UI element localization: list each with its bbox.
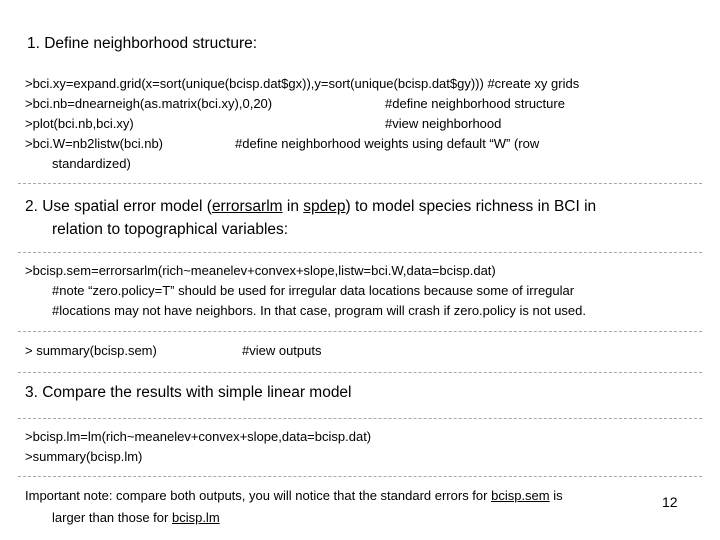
comment-view-neighborhood: #view neighborhood bbox=[385, 116, 502, 131]
note-text: is bbox=[549, 488, 563, 503]
code-line-summary-sem: > summary(bcisp.sem) bbox=[25, 343, 157, 358]
section-1-heading: 1. Define neighborhood structure: bbox=[27, 35, 258, 52]
divider bbox=[18, 331, 702, 332]
section-2-heading-continued: relation to topographical variables: bbox=[52, 221, 289, 238]
code-line-lm: >bcisp.lm=lm(rich~meanelev+convex+slope,data=bcisp.dat) bbox=[25, 429, 372, 444]
section-2-heading bbox=[25, 198, 596, 216]
important-note-line-2 bbox=[52, 510, 220, 525]
comment-standardized: standardized) bbox=[52, 156, 131, 171]
code-line-dnearneigh: >bci.nb=dnearneigh(as.matrix(bci.xy),0,20) bbox=[25, 96, 273, 111]
bcisp-sem-ref: bcisp.sem bbox=[491, 488, 550, 503]
heading-text: in bbox=[282, 198, 304, 215]
important-note-line-1 bbox=[25, 488, 563, 503]
divider bbox=[18, 183, 702, 184]
code-line-summary-lm: >summary(bcisp.lm) bbox=[25, 449, 143, 464]
comment-locations: #locations may not have neighbors. In that case, program will crash if zero.policy is not used. bbox=[52, 303, 586, 318]
page-number: 12 bbox=[662, 494, 678, 510]
code-line-errorsarlm: >bcisp.sem=errorsarlm(rich~meanelev+convex+slope,listw=bci.W,data=bcisp.dat) bbox=[25, 263, 496, 278]
section-3-heading: 3. Compare the results with simple linear model bbox=[25, 384, 352, 401]
heading-text: 2. Use spatial error model ( bbox=[25, 198, 212, 215]
note-text: Important note: compare both outputs, you will notice that the standard errors for bbox=[25, 488, 492, 503]
bcisp-lm-ref: bcisp.lm bbox=[171, 510, 220, 525]
code-line-nb2listw: >bci.W=nb2listw(bci.nb) bbox=[25, 136, 163, 151]
code-line-expand-grid: >bci.xy=expand.grid(x=sort(unique(bcisp.dat$gx)),y=sort(unique(bcisp.dat$gy))) #create xy grids bbox=[25, 76, 580, 91]
comment-define-neighborhood: #define neighborhood structure bbox=[385, 96, 565, 111]
code-line-plot: >plot(bci.nb,bci.xy) bbox=[25, 116, 134, 131]
divider bbox=[18, 418, 702, 419]
note-text: larger than those for bbox=[52, 510, 172, 525]
heading-text: ) to model species richness in BCI in bbox=[345, 198, 597, 215]
errorsarlm-link[interactable]: errorsarlm bbox=[211, 198, 283, 215]
divider bbox=[18, 252, 702, 253]
comment-view-outputs: #view outputs bbox=[242, 343, 322, 358]
spdep-link[interactable]: spdep bbox=[303, 198, 346, 215]
divider bbox=[18, 476, 702, 477]
divider bbox=[18, 372, 702, 373]
comment-zero-policy: #note “zero.policy=T” should be used for irregular data locations because some of irregular bbox=[52, 283, 575, 298]
comment-define-weights: #define neighborhood weights using default “W” (row bbox=[235, 136, 540, 151]
